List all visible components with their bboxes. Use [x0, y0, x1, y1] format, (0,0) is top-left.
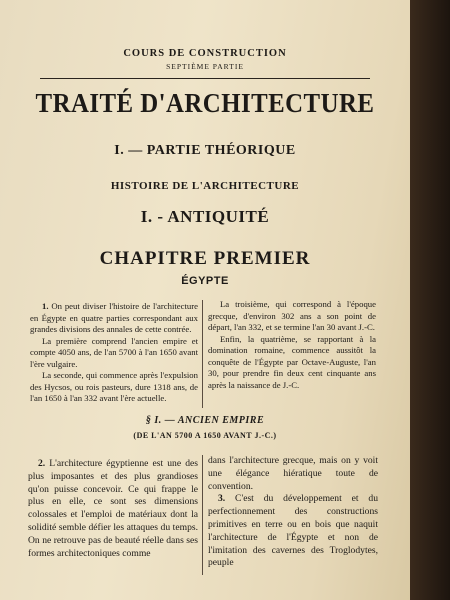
book-edge	[410, 0, 450, 600]
paragraph-text: On peut diviser l'histoire de l'architecture en Égypte en quatre parties correspondant aux grandes divisions des annales de cette contrée.	[30, 301, 198, 334]
paragraph-text: La troisième, qui correspond à l'époque grecque, d'environ 302 ans a son point de départ, l'an 332, et se termine l'an 30 avant J.-C.	[208, 299, 376, 332]
paragraph	[208, 455, 378, 493]
paragraph-text: Enfin, la quatrième, se rapportant à la domination romaine, commence aussitôt la conquête de l'Égypte par Octave-Auguste, l'an 30, pour prendre fin deux cent cinquante ans après la naissance de J.-C.	[208, 333, 376, 390]
paragraph	[30, 336, 198, 371]
paragraph-text: C'est du développement et du perfectionnement des constructions primitives en terre ou en bois que naquit l'architecture de l'Égypte et non de l'imitation des cavernes des Troglodytes, peuple	[208, 493, 378, 569]
series-title: COURS DE CONSTRUCTION	[123, 48, 287, 59]
history-heading: HISTOIRE DE L'ARCHITECTURE	[110, 180, 300, 192]
paragraph-number: 3.	[218, 493, 226, 505]
paragraph-text: L'architecture égyptienne est une des plus imposantes et des plus grandioses qu'on puisse concevoir. Ce qui frappe le plus en elle, ce sont ses dimensions colossales et l'emploi de matériaux dont la solidité semble défier les attaques du temps. On ne retrouve pas de beauté réelle dans ses formes architectoniques comme	[28, 458, 198, 559]
paragraph	[208, 334, 376, 392]
part-heading: I. — PARTIE THÉORIQUE	[114, 143, 296, 158]
section-dates: (DE L'AN 5700 A 1650 AVANT J.-C.)	[133, 431, 277, 440]
paragraph	[208, 493, 378, 570]
page-title: TRAITÉ D'ARCHITECTURE	[35, 88, 375, 118]
intro-left-column	[30, 301, 198, 405]
body-right-column	[208, 455, 378, 570]
intro-right-column	[208, 299, 376, 391]
paragraph-number: 2.	[38, 458, 46, 469]
paragraph	[30, 370, 198, 405]
chapter-heading: CHAPITRE PREMIER	[99, 248, 311, 269]
header-rule	[40, 78, 370, 79]
section-title: § I. — ANCIEN EMPIRE	[145, 415, 265, 426]
column-divider	[202, 300, 203, 408]
paragraph	[30, 301, 198, 336]
paragraph	[28, 458, 198, 560]
part-label: SEPTIÈME PARTIE	[166, 62, 244, 71]
column-divider	[202, 455, 203, 575]
paragraph-text: La seconde, qui commence après l'expulsion des Hycsos, ou rois pasteurs, dure 1318 ans, de l'an 1650 à l'an 332 avant l'ère actuelle.	[30, 370, 198, 403]
country-heading: ÉGYPTE	[181, 275, 229, 287]
paragraph-text: La première comprend l'ancien empire et compte 4050 ans, de l'an 5700 à l'an 1650 avant l'ère vulgaire.	[30, 335, 198, 369]
antiquity-heading: I. - ANTIQUITÉ	[140, 207, 270, 226]
paragraph-number: 1.	[42, 301, 49, 311]
paragraph	[208, 299, 376, 334]
body-left-column	[28, 458, 198, 560]
paragraph-text: dans l'architecture grecque, mais on y voit une élégance hiératique toute de convention.	[208, 455, 378, 492]
